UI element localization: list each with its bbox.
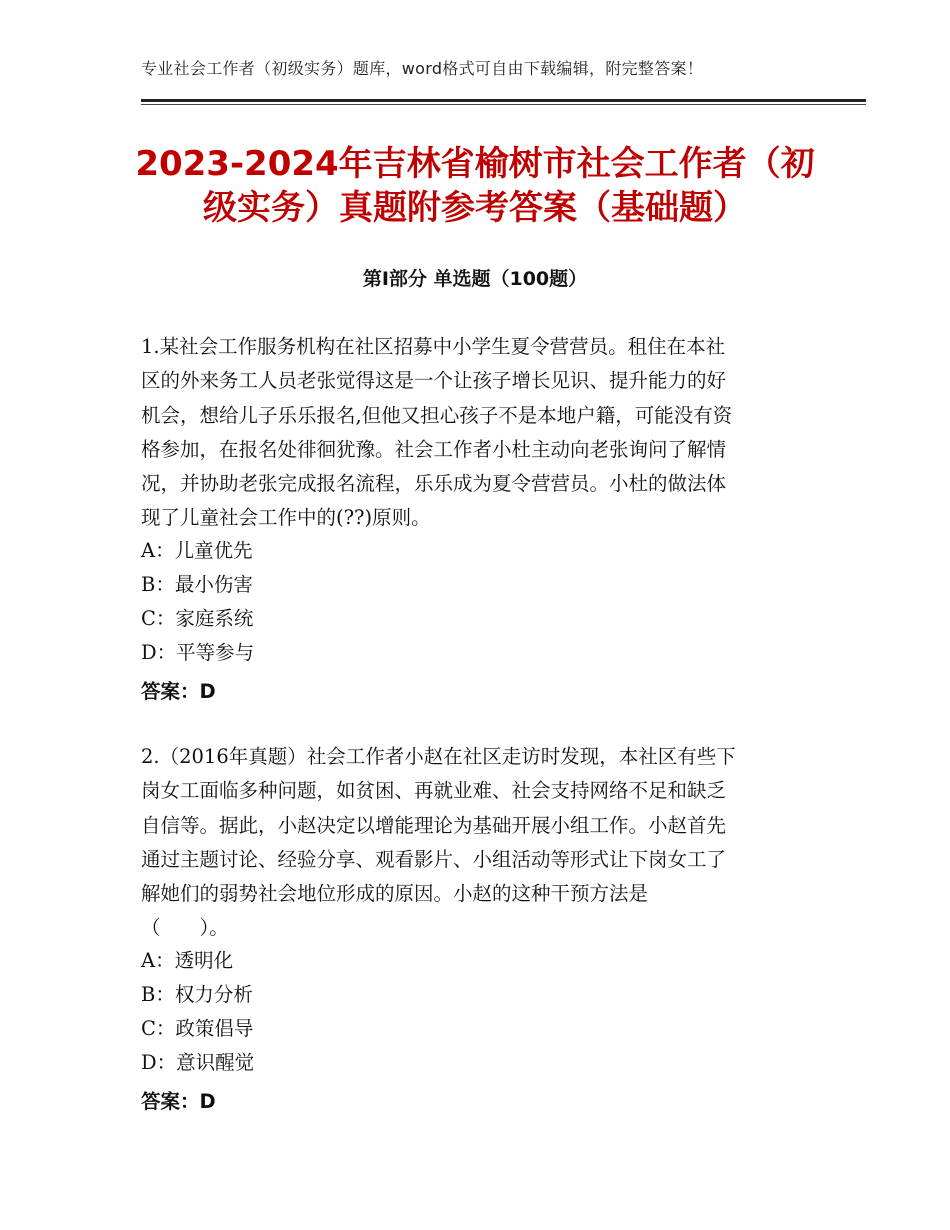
question-2-line: 自信等。据此，小赵决定以增能理论为基础开展小组工作。小赵首先 bbox=[141, 813, 727, 837]
question-1-line: 格参加，在报名处徘徊犹豫。社会工作者小杜主动向老张询问了解情 bbox=[141, 437, 727, 461]
title-line-2: 级实务）真题附参考答案（基础题） bbox=[203, 188, 747, 228]
question-1-line: 1.某社会工作服务机构在社区招募中小学生夏令营营员。租住在本社 bbox=[141, 335, 726, 358]
question-2-option-d: D：意识醒觉 bbox=[141, 1051, 255, 1074]
question-2-line: （ ）。 bbox=[141, 916, 229, 940]
section-heading: 第Ⅰ部分 单选题（100题） bbox=[362, 268, 588, 290]
question-1-option-c: C：家庭系统 bbox=[141, 607, 254, 630]
question-2-option-c: C：政策倡导 bbox=[141, 1017, 254, 1040]
question-1-option-b: B：最小伤害 bbox=[141, 573, 253, 596]
question-2-line: 岗女工面临多种问题，如贫困、再就业难、社会支持网络不足和缺乏 bbox=[141, 779, 727, 803]
document-title bbox=[90, 142, 860, 230]
question-2-option-b: B：权力分析 bbox=[141, 983, 253, 1006]
question-1-line: 现了儿童社会工作中的(??)原则。 bbox=[141, 506, 431, 530]
title-line-1: 2023-2024年吉林省榆树市社会工作者（初 bbox=[135, 144, 815, 184]
question-1-line: 区的外来务工人员老张觉得这是一个让孩子增长见识、提升能力的好 bbox=[141, 369, 727, 393]
question-1-option-a: A：儿童优先 bbox=[141, 539, 253, 562]
question-2-line: 2.（2016年真题）社会工作者小赵在社区走访时发现，本社区有些下 bbox=[141, 745, 736, 768]
header-rule-thick bbox=[141, 99, 866, 102]
question-1-line: 况，并协助老张完成报名流程，乐乐成为夏令营营员。小杜的做法体 bbox=[141, 472, 727, 496]
question-1-text bbox=[141, 330, 806, 536]
header-rule-thin bbox=[141, 104, 866, 105]
question-1-answer: 答案：D bbox=[141, 680, 216, 703]
question-1-option-d: D：平等参与 bbox=[141, 641, 255, 664]
question-2-answer: 答案：D bbox=[141, 1090, 216, 1113]
question-2-line: 解她们的弱势社会地位形成的原因。小赵的这种干预方法是 bbox=[141, 882, 649, 906]
question-1-line: 机会，想给儿子乐乐报名,但他又担心孩子不是本地户籍，可能没有资 bbox=[141, 403, 733, 427]
question-2-line: 通过主题讨论、经验分享、观看影片、小组活动等形式让下岗女工了 bbox=[141, 847, 727, 871]
header-note: 专业社会工作者（初级实务）题库，word格式可自由下载编辑，附完整答案！ bbox=[141, 59, 704, 78]
question-2-text bbox=[141, 740, 806, 946]
question-2-option-a: A：透明化 bbox=[141, 949, 234, 972]
